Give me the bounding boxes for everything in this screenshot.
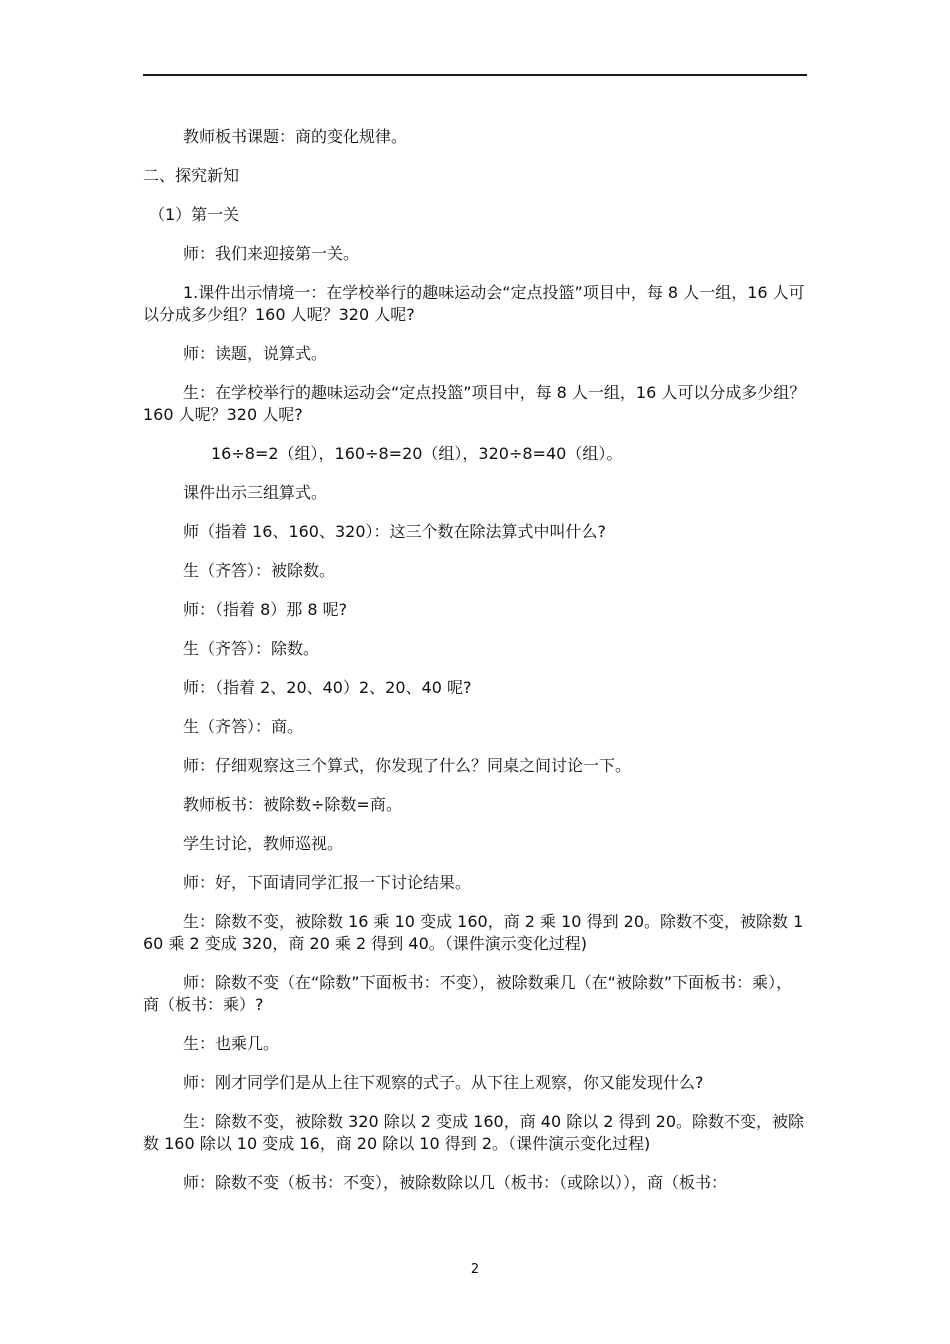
paragraph: 师：读题，说算式。 [183, 344, 328, 363]
paragraph: 师：（指着 2、20、40）2、20、40 呢? [183, 678, 472, 697]
paragraph: 师：除数不变（板书：不变），被除数除以几（板书：（或除以）），商（板书： [183, 1173, 728, 1192]
paragraph: 师：刚才同学们是从上往下观察的式子。从下往上观察，你又能发现什么? [183, 1073, 704, 1092]
paragraph: 学生讨论，教师巡视。 [183, 834, 344, 853]
paragraph: 生：除数不变，被除数 16 乘 10 变成 160，商 2 乘 10 得到 20。除数不变，被除数 160 乘 2 变成 320，商 20 乘 2 得到 40。（课件演示变化过程) [143, 912, 804, 953]
subsection-heading: （1）第一关 [149, 205, 240, 224]
header-rule [143, 74, 807, 76]
paragraph: 生：也乘几。 [183, 1034, 280, 1053]
document-body [143, 126, 807, 1211]
paragraph: 师：好，下面请同学汇报一下讨论结果。 [183, 873, 472, 892]
equation-line: 16÷8=2（组），160÷8=20（组），320÷8=40（组）。 [211, 444, 623, 463]
paragraph: 教师板书课题：商的变化规律。 [183, 127, 408, 146]
paragraph: 师：除数不变（在“除数”下面板书：不变），被除数乘几（在“被除数”下面板书：乘），商（板书：乘）? [143, 973, 793, 1014]
paragraph: 生（齐答）：商。 [183, 717, 304, 736]
page-number: 2 [470, 1262, 480, 1277]
paragraph: 师：我们来迎接第一关。 [183, 244, 360, 263]
paragraph: 课件出示三组算式。 [183, 483, 328, 502]
paragraph: 师：仔细观察这三个算式，你发现了什么？同桌之间讨论一下。 [183, 756, 632, 775]
paragraph: 生（齐答）：被除数。 [183, 561, 336, 580]
paragraph: 1.课件出示情境一：在学校举行的趣味运动会“定点投篮”项目中，每 8 人一组，16 人可以分成多少组？160 人呢？320 人呢? [143, 283, 805, 324]
paragraph: 教师板书：被除数÷除数=商。 [183, 795, 402, 814]
paragraph: 师（指着 16、160、320）：这三个数在除法算式中叫什么? [183, 522, 607, 541]
paragraph: 师：（指着 8）那 8 呢? [183, 600, 348, 619]
paragraph: 生（齐答）：除数。 [183, 639, 320, 658]
section-heading: 二、探究新知 [143, 166, 240, 185]
paragraph: 生：在学校举行的趣味运动会“定点投篮”项目中，每 8 人一组，16 人可以分成多少组？160 人呢？320 人呢? [143, 383, 806, 424]
paragraph: 生：除数不变，被除数 320 除以 2 变成 160，商 40 除以 2 得到 20。除数不变，被除数 160 除以 10 变成 16，商 20 除以 10 得到 2。（课件演示变化过程) [143, 1112, 805, 1153]
